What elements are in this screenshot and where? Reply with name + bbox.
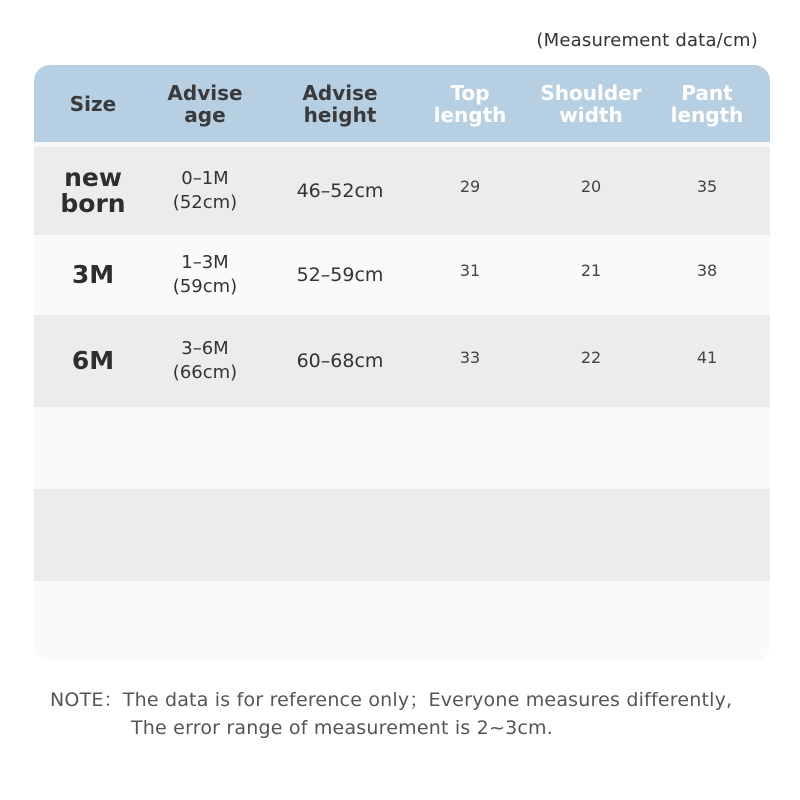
pant-length-cell: 41 (696, 348, 718, 367)
measurement-unit-note: (Measurement data/cm) (536, 30, 758, 51)
header-pant-length: Pant length (670, 80, 744, 127)
table-row (34, 315, 770, 407)
shoulder-width-cell: 20 (580, 177, 602, 196)
size-cell: 6M (71, 346, 115, 375)
height-cell: 60–68cm (296, 350, 384, 372)
shoulder-width-cell: 22 (580, 348, 602, 367)
top-length-cell: 33 (459, 348, 481, 367)
table-header (34, 65, 770, 142)
note-line-1: NOTE：The data is for reference only；Everyone measures differently, (50, 689, 733, 711)
shoulder-width-cell: 21 (580, 261, 602, 280)
top-length-cell: 31 (459, 261, 481, 280)
table-row (34, 147, 770, 235)
age-cell: 3–6M (66cm) (172, 338, 238, 383)
header-shoulder-width: Shoulder width (540, 80, 642, 127)
pant-length-cell: 38 (696, 261, 718, 280)
table-row (34, 235, 770, 315)
size-chart-table (34, 65, 770, 661)
note-line-2: The error range of measurement is 2~3cm. (131, 717, 553, 739)
empty-row (34, 407, 770, 489)
age-cell: 1–3M (59cm) (172, 252, 238, 297)
height-cell: 52–59cm (296, 264, 384, 286)
header-advise-age: Advise age (167, 80, 243, 127)
size-cell: new born (60, 163, 126, 218)
header-top-length: Top length (433, 80, 507, 127)
header-size: Size (69, 91, 117, 116)
top-length-cell: 29 (459, 177, 481, 196)
age-cell: 0–1M (52cm) (172, 168, 238, 213)
header-advise-height: Advise height (302, 80, 378, 127)
empty-row (34, 581, 770, 661)
height-cell: 46–52cm (296, 180, 384, 202)
empty-row (34, 489, 770, 581)
size-cell: 3M (71, 260, 115, 289)
footer-note (50, 686, 770, 742)
pant-length-cell: 35 (696, 177, 718, 196)
